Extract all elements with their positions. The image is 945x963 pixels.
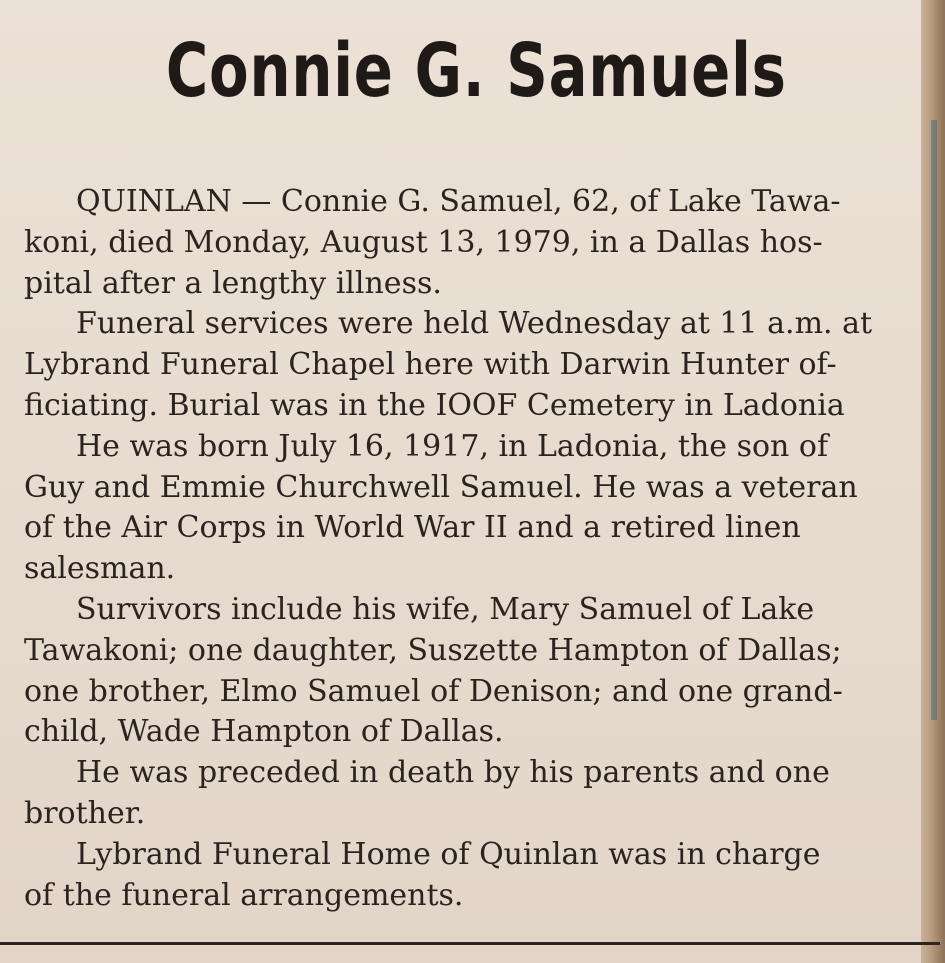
obituary-line: of the Air Corps in World War II and a retired linen <box>24 510 801 546</box>
obituary-line: He was preceded in death by his parents and one <box>76 755 830 791</box>
obituary-line: Lybrand Funeral Chapel here with Darwin Hunter of- <box>24 347 837 383</box>
obituary-line: salesman. <box>24 551 176 587</box>
obituary-line: He was born July 16, 1917, in Ladonia, the son of <box>76 428 829 464</box>
obituary-body <box>24 182 924 916</box>
obituary-line: koni, died Monday, August 13, 1979, in a Dallas hos- <box>24 224 823 260</box>
obituary-line: one brother, Elmo Samuel of Denison; and one grand- <box>24 673 843 709</box>
obituary-line: Guy and Emmie Churchwell Samuel. He was a veteran <box>24 469 858 505</box>
obituary-line: ficiating. Burial was in the IOOF Cemetery in Ladonia <box>24 387 845 423</box>
obituary-line: QUINLAN — Connie G. Samuel, 62, of Lake Tawa- <box>76 184 841 219</box>
clipping-edge <box>921 0 945 963</box>
obituary-line: brother. <box>24 795 146 831</box>
obituary-line: pital after a lengthy illness. <box>24 265 442 301</box>
obituary-headline: Connie G. Samuels <box>165 28 787 114</box>
obituary-line: Lybrand Funeral Home of Quinlan was in charge <box>76 836 821 872</box>
obituary-line: Funeral services were held Wednesday at 11 a.m. at <box>76 306 873 342</box>
obituary-line: Survivors include his wife, Mary Samuel of Lake <box>76 591 815 627</box>
obituary-line: child, Wade Hampton of Dallas. <box>24 714 504 750</box>
obituary-line: of the funeral arrangements. <box>24 877 464 913</box>
bottom-rule <box>0 942 940 945</box>
obituary-line: Tawakoni; one daughter, Suszette Hampton of Dallas; <box>24 632 842 668</box>
